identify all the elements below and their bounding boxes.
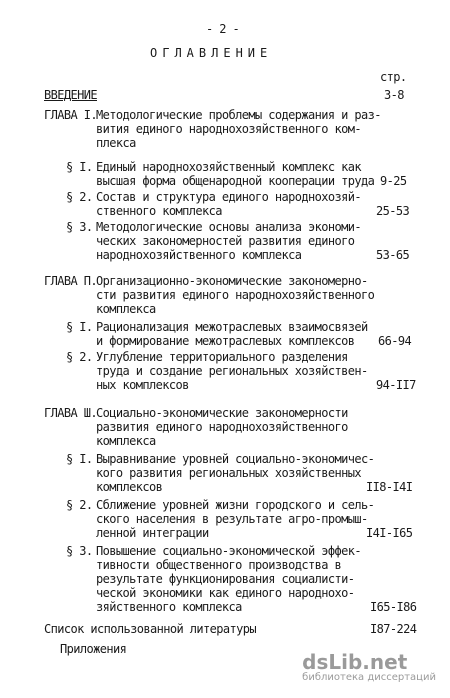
ch2-section-1-line-1: Рационализация межотраслевых взаимосвязей bbox=[96, 320, 368, 334]
chapter-1-title-line-2: вития единого народнохозяйственного ком- bbox=[96, 122, 361, 136]
toc-heading: ОГЛАВЛЕНИЕ bbox=[150, 46, 273, 60]
chapter-2-title-line-1: Организационно-экономические закономерно- bbox=[96, 274, 368, 288]
ch1-section-2-number: § 2. bbox=[66, 190, 93, 204]
ch3-section-3-number: § 3. bbox=[66, 544, 93, 558]
ch3-section-1-line-3: комплексов bbox=[96, 480, 163, 494]
ch3-section-2-line-3: ленной интеграции bbox=[96, 526, 209, 540]
ch2-section-1-pages: 66-94 bbox=[378, 334, 412, 348]
ch3-section-2-number: § 2. bbox=[66, 498, 93, 512]
page-column-header: стр. bbox=[380, 70, 407, 84]
ch3-section-1-line-2: кого развития региональных хозяйственных bbox=[96, 466, 361, 480]
ch1-section-1-line-2: высшая форма общенародной кооперации труда bbox=[96, 174, 375, 188]
intro-label: ВВЕДЕНИЕ bbox=[44, 88, 97, 102]
chapter-1-label: ГЛАВА I. bbox=[44, 108, 97, 122]
ch2-section-2-pages: 94-II7 bbox=[376, 378, 416, 392]
ch3-section-3-pages: I65-I86 bbox=[370, 600, 417, 614]
ch1-section-1-line-1: Единый народнохозяйственный комплекс как bbox=[96, 160, 361, 174]
ch3-section-1-pages: II8-I4I bbox=[366, 480, 413, 494]
chapter-3-title-line-3: комплекса bbox=[96, 434, 156, 448]
ch1-section-3-line-2: ческих закономерностей развития единого bbox=[96, 234, 355, 248]
ch2-section-1-number: § I. bbox=[66, 320, 93, 334]
ch1-section-1-pages: 9-25 bbox=[380, 174, 407, 188]
ch1-section-2-line-2: ственного комплекса bbox=[96, 204, 222, 218]
ch3-section-1-line-1: Выравнивание уровней социально-экономичес- bbox=[96, 452, 375, 466]
ch3-section-1-number: § I. bbox=[66, 452, 93, 466]
ch1-section-2-pages: 25-53 bbox=[376, 204, 410, 218]
watermark-logo: dsLib.net bbox=[302, 650, 408, 674]
chapter-1-title-line-3: плекса bbox=[96, 136, 136, 150]
ch1-section-3-line-3: народнохозяйственного комплекса bbox=[96, 248, 302, 262]
intro-pages: 3-8 bbox=[384, 88, 404, 102]
ch3-section-2-pages: I4I-I65 bbox=[366, 526, 413, 540]
ch3-section-2-line-2: ского населения в результате агро-промыш- bbox=[96, 512, 368, 526]
chapter-3-title-line-2: развития единого народнохозяйственного bbox=[96, 420, 348, 434]
ch2-section-2-number: § 2. bbox=[66, 350, 93, 364]
ch1-section-1-number: § I. bbox=[66, 160, 93, 174]
ch1-section-3-pages: 53-65 bbox=[376, 248, 410, 262]
ch3-section-3-line-5: зяйственного комплекса bbox=[96, 600, 242, 614]
ch1-section-3-number: § 3. bbox=[66, 220, 93, 234]
chapter-2-title-line-3: комплекса bbox=[96, 302, 156, 316]
ch3-section-2-line-1: Сближение уровней жизни городского и сель- bbox=[96, 498, 375, 512]
references-pages: I87-224 bbox=[370, 622, 417, 636]
page-number: - 2 - bbox=[206, 22, 240, 36]
chapter-2-label: ГЛАВА П. bbox=[44, 274, 97, 288]
references-label: Список использованной литературы bbox=[44, 622, 256, 636]
chapter-3-label: ГЛАВА Ш. bbox=[44, 406, 97, 420]
ch1-section-2-line-1: Состав и структура единого народнохозяй- bbox=[96, 190, 361, 204]
watermark bbox=[302, 652, 436, 684]
ch3-section-3-line-4: ческой экономики как единого народнохо- bbox=[96, 586, 355, 600]
appendix-label: Приложения bbox=[60, 642, 127, 656]
chapter-1-title-line-1: Методологические проблемы содержания и раз- bbox=[96, 108, 381, 122]
ch1-section-3-line-1: Методологические основы анализа экономи- bbox=[96, 220, 361, 234]
ch2-section-2-line-3: ных комплексов bbox=[96, 378, 189, 392]
watermark-subtitle: библиотека диссертаций bbox=[302, 672, 436, 683]
ch3-section-3-line-3: результате функционирования социалисти- bbox=[96, 572, 355, 586]
ch2-section-2-line-1: Углубление территориального разделения bbox=[96, 350, 348, 364]
ch2-section-1-line-2: и формирование межотраслевых комплексов bbox=[96, 334, 355, 348]
ch2-section-2-line-2: труда и создание региональных хозяйствен- bbox=[96, 364, 368, 378]
ch3-section-3-line-1: Повышение социально-экономической эффек- bbox=[96, 544, 361, 558]
ch3-section-3-line-2: тивности общественного производства в bbox=[96, 558, 342, 572]
chapter-2-title-line-2: сти развития единого народнохозяйственного bbox=[96, 288, 375, 302]
chapter-3-title-line-1: Социально-экономические закономерности bbox=[96, 406, 348, 420]
